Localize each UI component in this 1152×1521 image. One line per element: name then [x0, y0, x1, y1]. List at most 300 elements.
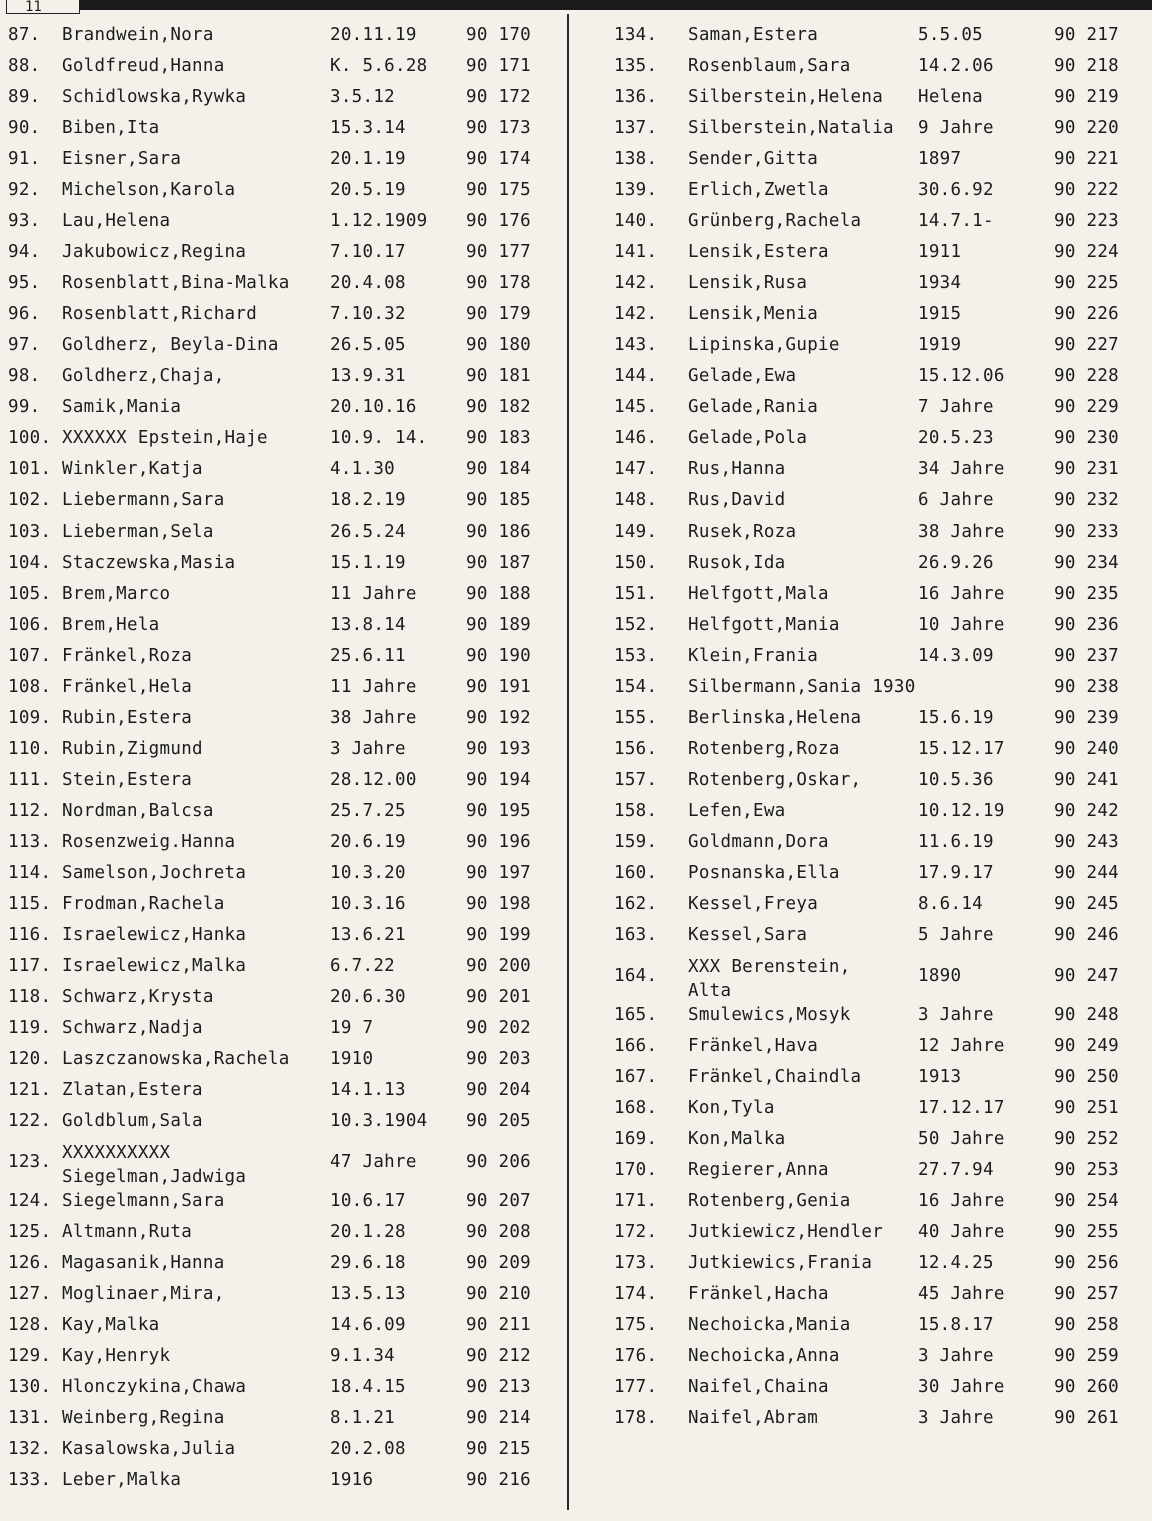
- person-name: Brem,Hela: [62, 614, 160, 635]
- entry-number: 98.: [8, 366, 41, 387]
- birth-date: 15.3.14: [330, 118, 406, 139]
- birth-date: 15.1.19: [330, 552, 406, 573]
- birth-date: 20.10.16: [330, 397, 417, 418]
- entry-number: 163.: [614, 924, 658, 945]
- person-name: Helfgott,Mania: [688, 614, 840, 635]
- person-name: Nechoicka,Mania: [688, 1315, 851, 1336]
- person-name: Silberstein,Natalia: [688, 118, 894, 139]
- person-name: Kessel,Sara: [688, 924, 808, 945]
- person-name: Samelson,Jochreta: [62, 862, 247, 883]
- prisoner-number: 90 185: [466, 490, 532, 511]
- prisoner-number: 90 261: [1054, 1408, 1120, 1429]
- person-name: Lefen,Ewa: [688, 800, 786, 821]
- page-number: 11: [6, 0, 80, 14]
- person-name: Israelewicz,Malka: [62, 955, 247, 976]
- person-name: Fränkel,Hacha: [688, 1284, 829, 1305]
- prisoner-number: 90 171: [466, 56, 532, 77]
- prisoner-number: 90 195: [466, 800, 532, 821]
- entry-number: 123.: [8, 1152, 52, 1173]
- prisoner-number: 90 205: [466, 1111, 532, 1132]
- birth-date: 50 Jahre: [918, 1129, 1005, 1150]
- entry-number: 100.: [8, 428, 52, 449]
- list-row: [574, 703, 1152, 734]
- person-name: Gelade,Ewa: [688, 366, 797, 387]
- list-row: [574, 206, 1152, 237]
- prisoner-number: 90 260: [1054, 1377, 1120, 1398]
- person-name: Michelson,Karola: [62, 180, 236, 201]
- entry-number: 134.: [614, 25, 658, 45]
- prisoner-number: 90 259: [1054, 1346, 1120, 1367]
- person-name: Kay,Malka: [62, 1315, 160, 1336]
- prisoner-number: 90 240: [1054, 738, 1120, 759]
- list-row: [574, 1031, 1152, 1062]
- prisoner-number: 90 216: [466, 1470, 532, 1491]
- prisoner-number: 90 218: [1054, 56, 1120, 77]
- prisoner-number: 90 181: [466, 366, 532, 387]
- birth-date: 15.12.17: [918, 738, 1005, 759]
- person-name: Moglinaer,Mira,: [62, 1284, 225, 1305]
- birth-date: 28.12.00: [330, 769, 417, 790]
- birth-date: 20.11.19: [330, 25, 417, 45]
- person-name: Lensik,Rusa: [688, 273, 808, 294]
- prisoner-number: 90 245: [1054, 893, 1120, 914]
- person-name: XXXXXX Epstein,Haje: [62, 428, 268, 449]
- prisoner-number: 90 256: [1054, 1253, 1120, 1274]
- list-row: [0, 175, 566, 206]
- person-name: Lipinska,Gupie: [688, 335, 840, 356]
- entry-number: 135.: [614, 56, 658, 77]
- list-row: [0, 330, 566, 361]
- column-divider: [567, 14, 569, 1510]
- entry-number: 133.: [8, 1470, 52, 1491]
- person-name: Rubin,Estera: [62, 707, 193, 728]
- entry-number: 129.: [8, 1346, 52, 1367]
- birth-date: 14.3.09: [918, 645, 994, 666]
- person-name: Sender,Gitta: [688, 149, 819, 170]
- entry-number: 120.: [8, 1049, 52, 1070]
- entry-number: 105.: [8, 583, 52, 604]
- list-row: [574, 454, 1152, 485]
- prisoner-number: 90 201: [466, 986, 532, 1007]
- list-row: [0, 1044, 566, 1075]
- entry-number: 175.: [614, 1315, 658, 1336]
- list-row: [0, 485, 566, 516]
- birth-date: 17.12.17: [918, 1098, 1005, 1119]
- list-row: [0, 1310, 566, 1341]
- person-name: Brandwein,Nora: [62, 25, 214, 45]
- prisoner-number: 90 170: [466, 25, 532, 45]
- person-name: Gelade,Pola: [688, 428, 808, 449]
- entry-number: 149.: [614, 521, 658, 542]
- person-name: Regierer,Anna: [688, 1160, 829, 1181]
- entry-number: 169.: [614, 1129, 658, 1150]
- prisoner-number: 90 208: [466, 1222, 532, 1243]
- list-row: [0, 517, 566, 548]
- entry-number: 107.: [8, 645, 52, 666]
- birth-date: 5 Jahre: [918, 924, 994, 945]
- entry-number: 104.: [8, 552, 52, 573]
- prisoner-number: 90 251: [1054, 1098, 1120, 1119]
- birth-date: 27.7.94: [918, 1160, 994, 1181]
- entry-number: 131.: [8, 1408, 52, 1429]
- person-name: Naifel,Abram: [688, 1408, 819, 1429]
- list-row: [0, 1217, 566, 1248]
- list-row: [0, 1137, 566, 1186]
- list-row: [574, 610, 1152, 641]
- birth-date: 26.9.26: [918, 552, 994, 573]
- list-row: [574, 889, 1152, 920]
- prisoner-number: 90 255: [1054, 1222, 1120, 1243]
- entry-number: 91.: [8, 149, 41, 170]
- prisoner-number: 90 177: [466, 242, 532, 263]
- person-name: Kessel,Freya: [688, 893, 819, 914]
- entry-number: 155.: [614, 707, 658, 728]
- prisoner-number: 90 175: [466, 180, 532, 201]
- list-row: [574, 1093, 1152, 1124]
- entry-number: 132.: [8, 1439, 52, 1460]
- entry-number: 174.: [614, 1284, 658, 1305]
- person-name: Lau,Helena: [62, 211, 171, 232]
- list-row: [574, 1217, 1152, 1248]
- list-row: [0, 20, 566, 51]
- prisoner-number: 90 231: [1054, 459, 1120, 480]
- list-row: [574, 920, 1152, 951]
- prisoner-number: 90 238: [1054, 676, 1120, 697]
- person-name: Silberstein,Helena: [688, 87, 884, 108]
- list-row: [574, 1403, 1152, 1434]
- prisoner-number: 90 215: [466, 1439, 532, 1460]
- prisoner-number: 90 249: [1054, 1035, 1120, 1056]
- entry-number: 148.: [614, 490, 658, 511]
- entry-number: 153.: [614, 645, 658, 666]
- person-name: Klein,Frania: [688, 645, 819, 666]
- person-name: Posnanska,Ella: [688, 862, 840, 883]
- entry-number: 172.: [614, 1222, 658, 1243]
- entry-number: 165.: [614, 1004, 658, 1025]
- entry-number: 145.: [614, 397, 658, 418]
- entry-number: 112.: [8, 800, 52, 821]
- person-name: Saman,Estera: [688, 25, 819, 45]
- prisoner-number: 90 186: [466, 521, 532, 542]
- person-name: Laszczanowska,Rachela: [62, 1049, 290, 1070]
- entry-number: 138.: [614, 149, 658, 170]
- person-name: Rosenblaum,Sara: [688, 56, 851, 77]
- prisoner-number: 90 239: [1054, 707, 1120, 728]
- prisoner-number: 90 242: [1054, 800, 1120, 821]
- prisoner-number: 90 207: [466, 1191, 532, 1212]
- person-name: Israelewicz,Hanka: [62, 924, 247, 945]
- birth-date: 8.6.14: [918, 893, 984, 914]
- list-row: [0, 703, 566, 734]
- entry-number: 130.: [8, 1377, 52, 1398]
- person-name: Goldmann,Dora: [688, 831, 829, 852]
- list-row: [574, 1248, 1152, 1279]
- person-name: Rusek,Roza: [688, 521, 797, 542]
- prisoner-number: 90 192: [466, 707, 532, 728]
- entry-number: 137.: [614, 118, 658, 139]
- person-name: Lensik,Estera: [688, 242, 829, 263]
- birth-date: Helena: [918, 87, 984, 108]
- person-name: Goldherz,Chaja,: [62, 366, 225, 387]
- prisoner-number: 90 236: [1054, 614, 1120, 635]
- prisoner-number: 90 183: [466, 428, 532, 449]
- person-name: Rubin,Zigmund: [62, 738, 203, 759]
- birth-date: 17.9.17: [918, 862, 994, 883]
- list-row: [0, 361, 566, 392]
- birth-date: 20.4.08: [330, 273, 406, 294]
- list-row: [0, 548, 566, 579]
- entry-number: 151.: [614, 583, 658, 604]
- birth-date: 1934: [918, 273, 962, 294]
- birth-date: 14.7.1-: [918, 211, 994, 232]
- entry-number: 89.: [8, 87, 41, 108]
- prisoner-number: 90 191: [466, 676, 532, 697]
- list-row: [0, 1013, 566, 1044]
- list-row: [0, 113, 566, 144]
- birth-date: 47 Jahre: [330, 1152, 417, 1173]
- birth-date: 3 Jahre: [918, 1408, 994, 1429]
- birth-date: 1.12.1909: [330, 211, 428, 232]
- entry-number: 102.: [8, 490, 52, 511]
- person-name: Fränkel,Hela: [62, 676, 193, 697]
- list-row: [0, 206, 566, 237]
- person-name: Fränkel,Roza: [62, 645, 193, 666]
- entry-number: 156.: [614, 738, 658, 759]
- entry-number: 154.: [614, 676, 658, 697]
- entry-number: 96.: [8, 304, 41, 325]
- prisoner-number: 90 237: [1054, 645, 1120, 666]
- list-row: [0, 51, 566, 82]
- right-column: [574, 20, 1152, 1434]
- list-row: [0, 423, 566, 454]
- prisoner-number: 90 213: [466, 1377, 532, 1398]
- list-row: [574, 579, 1152, 610]
- entry-number: 115.: [8, 893, 52, 914]
- entry-number: 124.: [8, 1191, 52, 1212]
- list-row: [574, 641, 1152, 672]
- entry-number: 127.: [8, 1284, 52, 1305]
- birth-date: 14.1.13: [330, 1080, 406, 1101]
- entry-number: 152.: [614, 614, 658, 635]
- entry-number: 97.: [8, 335, 41, 356]
- person-name: Fränkel,Hava: [688, 1035, 819, 1056]
- birth-date: 14.2.06: [918, 56, 994, 77]
- person-name: Hlonczykina,Chawa: [62, 1377, 247, 1398]
- prisoner-number: 90 241: [1054, 769, 1120, 790]
- prisoner-number: 90 189: [466, 614, 532, 635]
- list-row: [574, 392, 1152, 423]
- person-name: Kon,Tyla: [688, 1098, 775, 1119]
- prisoner-number: 90 233: [1054, 521, 1120, 542]
- prisoner-number: 90 199: [466, 924, 532, 945]
- entry-number: 176.: [614, 1346, 658, 1367]
- entry-number: 171.: [614, 1191, 658, 1212]
- birth-date: 1916: [330, 1470, 374, 1491]
- list-row: [0, 672, 566, 703]
- birth-date: 25.7.25: [330, 800, 406, 821]
- prisoner-number: 90 225: [1054, 273, 1120, 294]
- person-name: Jutkiewicz,Hendler: [688, 1222, 884, 1243]
- birth-date: 6.7.22: [330, 955, 396, 976]
- entry-number: 119.: [8, 1018, 52, 1038]
- list-row: [574, 175, 1152, 206]
- person-name: Rus,Hanna: [688, 459, 786, 480]
- birth-date: 26.5.05: [330, 335, 406, 356]
- list-row: [574, 20, 1152, 51]
- entry-number: 142.: [614, 304, 658, 325]
- left-column: [0, 20, 566, 1496]
- entry-number: 168.: [614, 1098, 658, 1119]
- list-row: [574, 951, 1152, 1000]
- entry-number: 128.: [8, 1315, 52, 1336]
- list-row: [574, 1000, 1152, 1031]
- entry-number: 162.: [614, 893, 658, 914]
- prisoner-number: 90 173: [466, 118, 532, 139]
- entry-number: 117.: [8, 955, 52, 976]
- birth-date: 1919: [918, 335, 962, 356]
- birth-date: 7 Jahre: [918, 397, 994, 418]
- person-name: Lieberman,Sela: [62, 521, 214, 542]
- birth-date: 25.6.11: [330, 645, 406, 666]
- person-name: Erlich,Zwetla: [688, 180, 829, 201]
- birth-date: 10.3.16: [330, 893, 406, 914]
- list-row: [574, 734, 1152, 765]
- prisoner-number: 90 176: [466, 211, 532, 232]
- prisoner-number: 90 179: [466, 304, 532, 325]
- birth-date: 3.5.12: [330, 87, 396, 108]
- entry-number: 106.: [8, 614, 52, 635]
- list-row: [574, 1124, 1152, 1155]
- list-row: [0, 641, 566, 672]
- person-name: Silbermann,Sania 1930: [688, 676, 916, 697]
- entry-number: 143.: [614, 335, 658, 356]
- prisoner-number: 90 188: [466, 583, 532, 604]
- entry-number: 139.: [614, 180, 658, 201]
- entry-number: 150.: [614, 552, 658, 573]
- prisoner-number: 90 230: [1054, 428, 1120, 449]
- birth-date: 20.5.23: [918, 428, 994, 449]
- birth-date: 1915: [918, 304, 962, 325]
- prisoner-number: 90 210: [466, 1284, 532, 1305]
- person-name: Berlinska,Helena: [688, 707, 862, 728]
- entry-number: 177.: [614, 1377, 658, 1398]
- prisoner-number: 90 223: [1054, 211, 1120, 232]
- list-row: [0, 1248, 566, 1279]
- list-row: [574, 144, 1152, 175]
- entry-number: 99.: [8, 397, 41, 418]
- person-name: Leber,Malka: [62, 1470, 182, 1491]
- list-row: [0, 1186, 566, 1217]
- list-row: [574, 423, 1152, 454]
- list-row: [574, 51, 1152, 82]
- list-row: [574, 1062, 1152, 1093]
- list-row: [0, 1465, 566, 1496]
- prisoner-number: 90 232: [1054, 490, 1120, 511]
- person-name: Nechoicka,Anna: [688, 1346, 840, 1367]
- birth-date: 10.3.1904: [330, 1111, 428, 1132]
- entry-number: 121.: [8, 1080, 52, 1101]
- prisoner-number: 90 180: [466, 335, 532, 356]
- prisoner-number: 90 224: [1054, 242, 1120, 263]
- list-row: [0, 889, 566, 920]
- list-row: [574, 517, 1152, 548]
- list-row: [574, 237, 1152, 268]
- list-row: [0, 299, 566, 330]
- entry-number: 144.: [614, 366, 658, 387]
- entry-number: 92.: [8, 180, 41, 201]
- birth-date: 10.12.19: [918, 800, 1005, 821]
- birth-date: 3 Jahre: [918, 1004, 994, 1025]
- prisoner-number: 90 254: [1054, 1191, 1120, 1212]
- entry-number: 146.: [614, 428, 658, 449]
- person-name: Rotenberg,Genia: [688, 1191, 851, 1212]
- person-name: Schidlowska,Rywka: [62, 87, 247, 108]
- entry-number: 111.: [8, 769, 52, 790]
- birth-date: 29.6.18: [330, 1253, 406, 1274]
- person-name: Altmann,Ruta: [62, 1222, 193, 1243]
- person-name: Goldherz, Beyla-Dina: [62, 335, 279, 356]
- entry-number: 136.: [614, 87, 658, 108]
- person-name: Winkler,Katja: [62, 459, 203, 480]
- person-name: Nordman,Balcsa: [62, 800, 214, 821]
- prisoner-number: 90 209: [466, 1253, 532, 1274]
- entry-number: 122.: [8, 1111, 52, 1132]
- person-name: Jakubowicz,Regina: [62, 242, 247, 263]
- list-row: [0, 920, 566, 951]
- birth-date: 38 Jahre: [918, 521, 1005, 542]
- list-row: [574, 1341, 1152, 1372]
- entry-number: 142.: [614, 273, 658, 294]
- list-row: [574, 1372, 1152, 1403]
- list-row: [0, 454, 566, 485]
- prisoner-number: 90 235: [1054, 583, 1120, 604]
- list-row: [0, 1403, 566, 1434]
- birth-date: 16 Jahre: [918, 583, 1005, 604]
- prisoner-number: 90 252: [1054, 1129, 1120, 1150]
- entry-number: 113.: [8, 831, 52, 852]
- birth-date: 20.6.30: [330, 986, 406, 1007]
- page-header: [0, 0, 1152, 16]
- person-name: Stein,Estera: [62, 769, 193, 790]
- person-name: Liebermann,Sara: [62, 490, 225, 511]
- entry-number: 95.: [8, 273, 41, 294]
- entry-number: 110.: [8, 738, 52, 759]
- prisoner-number: 90 219: [1054, 87, 1120, 108]
- birth-date: 11 Jahre: [330, 583, 417, 604]
- birth-date: K. 5.6.28: [330, 56, 428, 77]
- birth-date: 30.6.92: [918, 180, 994, 201]
- birth-date: 10.3.20: [330, 862, 406, 883]
- person-name: Goldblum,Sala: [62, 1111, 203, 1132]
- prisoner-number: 90 203: [466, 1049, 532, 1070]
- person-name: Frodman,Rachela: [62, 893, 225, 914]
- prisoner-number: 90 182: [466, 397, 532, 418]
- birth-date: 20.2.08: [330, 1439, 406, 1460]
- list-row: [0, 392, 566, 423]
- list-row: [0, 982, 566, 1013]
- entry-number: 164.: [614, 965, 658, 986]
- prisoner-number: 90 246: [1054, 924, 1120, 945]
- person-name: Kay,Henryk: [62, 1346, 171, 1367]
- person-name: Rusok,Ida: [688, 552, 786, 573]
- person-name: XXX Berenstein, Alta: [688, 956, 851, 1001]
- prisoner-number: 90 196: [466, 831, 532, 852]
- list-row: [0, 796, 566, 827]
- prisoner-number: 90 222: [1054, 180, 1120, 201]
- person-name: Gelade,Rania: [688, 397, 819, 418]
- list-row: [0, 1372, 566, 1403]
- person-name: Rotenberg,Oskar,: [688, 769, 862, 790]
